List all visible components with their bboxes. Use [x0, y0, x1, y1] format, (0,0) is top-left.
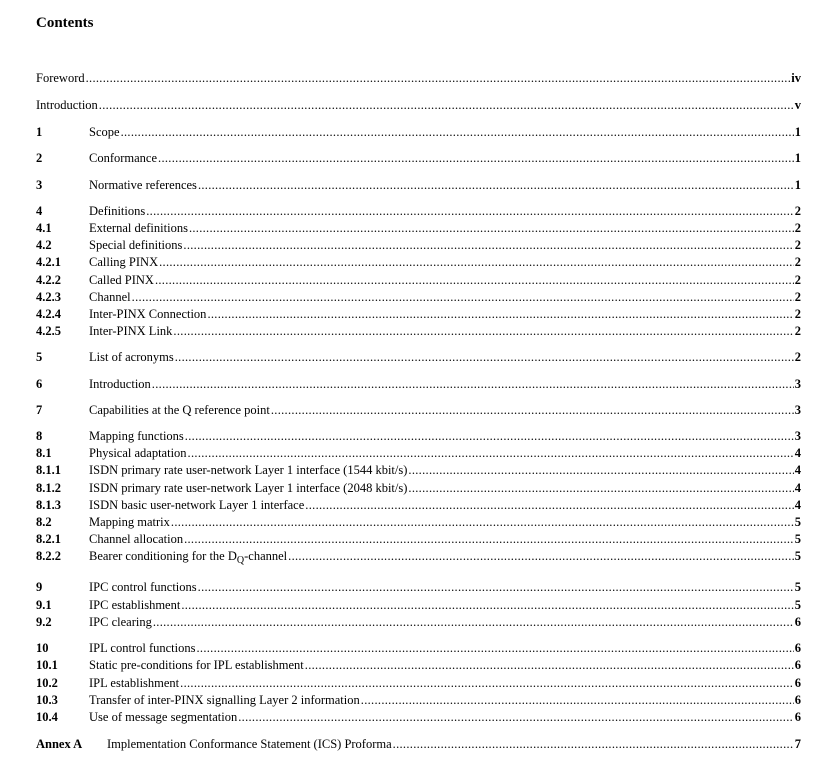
dot-leader	[146, 203, 794, 219]
toc-page-number: 6	[794, 641, 801, 655]
toc-label: Static pre-conditions for IPL establishment	[89, 658, 304, 672]
toc-number: 8.2.1	[36, 532, 61, 546]
toc-label: Called PINX	[89, 273, 154, 287]
toc-page-number: 4	[794, 481, 801, 495]
toc-page-number: 3	[794, 377, 801, 391]
toc-number: Annex A	[36, 737, 83, 751]
toc-number: 1	[36, 125, 43, 139]
toc-page-number: 2	[794, 204, 801, 218]
dot-leader	[132, 289, 794, 305]
toc-page-number: 2	[794, 290, 801, 304]
dot-leader	[305, 497, 793, 513]
toc-label-suffix: -channel	[244, 549, 288, 563]
toc-number: 10.2	[36, 676, 58, 690]
toc-page-number: 1	[794, 125, 801, 139]
toc-label: Channel allocation	[89, 532, 184, 546]
toc-number: 4	[36, 204, 43, 218]
toc-entry-8-1-1[interactable]	[36, 462, 801, 478]
toc-number: 4.2.1	[36, 255, 61, 269]
toc-entry-4-1[interactable]	[36, 220, 801, 236]
toc-label: IPL establishment	[89, 676, 180, 690]
toc-label: Normative references	[89, 178, 197, 192]
dot-leader	[86, 70, 791, 86]
toc-entry-4[interactable]	[36, 203, 801, 219]
toc-label: Physical adaptation	[89, 446, 187, 460]
toc-entry-10-1[interactable]	[36, 657, 801, 673]
toc-label: External definitions	[89, 221, 188, 235]
toc-page-number: 6	[794, 658, 801, 672]
toc-number: 4.2.2	[36, 273, 61, 287]
toc-entry-8-1-3[interactable]	[36, 497, 801, 513]
toc-page-number: iv	[791, 71, 801, 85]
dot-leader	[183, 237, 793, 253]
dot-leader	[288, 548, 794, 564]
toc-label: Introduction	[89, 377, 151, 391]
dot-leader	[185, 428, 794, 444]
toc-page-number: 4	[794, 463, 801, 477]
toc-entry-8-1[interactable]	[36, 445, 801, 461]
toc-label: ISDN basic user-network Layer 1 interface	[89, 498, 305, 512]
toc-number: 4.1	[36, 221, 52, 235]
toc-label: Conformance	[89, 151, 158, 165]
toc-number: 8.1.1	[36, 463, 61, 477]
dot-leader	[180, 675, 794, 691]
toc-page-number: 3	[794, 429, 801, 443]
dot-leader	[99, 97, 794, 113]
dot-leader	[175, 349, 794, 365]
dot-leader	[271, 402, 794, 418]
toc-entry-10-2[interactable]	[36, 675, 801, 691]
toc-number: 8	[36, 429, 43, 443]
toc-entry-4-2-4[interactable]	[36, 306, 801, 322]
dot-leader	[361, 692, 794, 708]
toc-number: 9.1	[36, 598, 52, 612]
toc-entry-9-1[interactable]	[36, 597, 801, 613]
dot-leader	[196, 640, 793, 656]
toc-label: Foreword	[36, 71, 85, 85]
dot-leader	[189, 220, 794, 236]
toc-page-number: 4	[794, 498, 801, 512]
toc-entry-4-2[interactable]	[36, 237, 801, 253]
toc-label: Introduction	[36, 98, 98, 112]
toc-number: 4.2	[36, 238, 52, 252]
toc-page-number: 6	[794, 710, 801, 724]
toc-label-subscript: Q	[236, 555, 245, 566]
toc-number: 2	[36, 151, 43, 165]
toc-entry-4-2-5[interactable]	[36, 323, 801, 339]
toc-label: Special definitions	[89, 238, 183, 252]
page-title: Contents	[36, 15, 94, 31]
toc-entry-1[interactable]	[36, 124, 801, 140]
toc-page-number: 2	[794, 255, 801, 269]
toc-page-number: 6	[794, 676, 801, 690]
toc-page-number: 2	[794, 238, 801, 252]
toc-number: 9	[36, 580, 43, 594]
toc-label: Mapping matrix	[89, 515, 170, 529]
toc-label	[89, 548, 288, 564]
toc-entry-4-2-3[interactable]	[36, 289, 801, 305]
toc-page-number: 2	[794, 221, 801, 235]
toc-page-number: 7	[794, 737, 801, 751]
toc-number: 9.2	[36, 615, 52, 629]
toc-number: 7	[36, 403, 43, 417]
dot-leader	[158, 150, 794, 166]
toc-entry-5[interactable]	[36, 349, 801, 365]
toc-label: Definitions	[89, 204, 146, 218]
toc-label: Inter-PINX Link	[89, 324, 173, 338]
toc-number: 10	[36, 641, 49, 655]
toc-number: 8.1.3	[36, 498, 61, 512]
dot-leader	[155, 272, 794, 288]
toc-page-number: 1	[794, 151, 801, 165]
toc-label: Channel	[89, 290, 131, 304]
toc-label: Calling PINX	[89, 255, 159, 269]
toc-label: IPC clearing	[89, 615, 152, 629]
toc-label: Implementation Conformance Statement (ICS) Proforma	[107, 737, 392, 751]
toc-label: Inter-PINX Connection	[89, 307, 207, 321]
toc-entry-4-2-2[interactable]	[36, 272, 801, 288]
toc-entry-8-2-1[interactable]	[36, 531, 801, 547]
toc-entry-8-2[interactable]	[36, 514, 801, 530]
toc-entry-9[interactable]	[36, 579, 801, 595]
toc-number: 10.1	[36, 658, 58, 672]
toc-page-number: 2	[794, 324, 801, 338]
toc-entry-7[interactable]	[36, 402, 801, 418]
toc-number: 4.2.3	[36, 290, 61, 304]
toc-label: List of acronyms	[89, 350, 174, 364]
toc-label: ISDN primary rate user-network Layer 1 interface (2048 kbit/s)	[89, 481, 408, 495]
toc-label: IPL control functions	[89, 641, 196, 655]
dot-leader	[305, 657, 794, 673]
toc-page-number: 6	[794, 615, 801, 629]
dot-leader	[159, 254, 794, 270]
toc-number: 5	[36, 350, 43, 364]
toc-entry-2[interactable]	[36, 150, 801, 166]
toc-page-number: 5	[794, 532, 801, 546]
toc-number: 8.1	[36, 446, 52, 460]
toc-number: 4.2.4	[36, 307, 61, 321]
toc-label: IPC establishment	[89, 598, 181, 612]
toc-entry-9-2[interactable]	[36, 614, 801, 630]
toc-label: Mapping functions	[89, 429, 184, 443]
toc-label: Scope	[89, 125, 120, 139]
toc-page-number: 5	[794, 580, 801, 594]
toc-page-number: 2	[794, 273, 801, 287]
toc-label-text: Bearer conditioning for the D	[89, 549, 237, 563]
dot-leader	[198, 177, 794, 193]
dot-leader	[153, 614, 794, 630]
dot-leader	[198, 579, 794, 595]
toc-label: IPC control functions	[89, 580, 197, 594]
dot-leader	[408, 480, 793, 496]
toc-entry-introduction[interactable]	[36, 97, 801, 113]
toc-label: Use of message segmentation	[89, 710, 238, 724]
toc-page-number: 2	[794, 350, 801, 364]
toc-number: 8.2	[36, 515, 52, 529]
toc-page-number: 5	[794, 549, 801, 563]
dot-leader	[121, 124, 794, 140]
dot-leader	[408, 462, 793, 478]
dot-leader	[152, 376, 794, 392]
toc-page-number: 5	[794, 515, 801, 529]
dot-leader	[188, 445, 794, 461]
toc-entry-8-2-2[interactable]	[36, 548, 801, 564]
toc-number: 10.3	[36, 693, 58, 707]
dot-leader	[238, 709, 794, 725]
dot-leader	[207, 306, 793, 322]
toc-entry-8-1-2[interactable]	[36, 480, 801, 496]
toc-number: 6	[36, 377, 43, 391]
toc-page-number: v	[794, 98, 801, 112]
toc-entry-10-4[interactable]	[36, 709, 801, 725]
toc-page-number: 5	[794, 598, 801, 612]
toc-entry-3[interactable]	[36, 177, 801, 193]
toc-entry-4-2-1[interactable]	[36, 254, 801, 270]
toc-number: 3	[36, 178, 43, 192]
toc-entry-10[interactable]	[36, 640, 801, 656]
toc-entry-annex-a[interactable]	[36, 736, 801, 752]
dot-leader	[184, 531, 794, 547]
toc-number: 4.2.5	[36, 324, 61, 338]
toc-label: Transfer of inter-PINX signalling Layer 2 information	[89, 693, 360, 707]
dot-leader	[173, 323, 793, 339]
toc-page-number: 2	[794, 307, 801, 321]
dot-leader	[171, 514, 794, 530]
toc-page-number: 3	[794, 403, 801, 417]
toc-number: 10.4	[36, 710, 58, 724]
dot-leader	[393, 736, 794, 752]
toc-page-number: 1	[794, 178, 801, 192]
toc-entry-6[interactable]	[36, 376, 801, 392]
toc-label: Capabilities at the Q reference point	[89, 403, 270, 417]
toc-entry-foreword[interactable]	[36, 70, 801, 86]
toc-number: 8.1.2	[36, 481, 61, 495]
toc-entry-8[interactable]	[36, 428, 801, 444]
toc-label: ISDN primary rate user-network Layer 1 interface (1544 kbit/s)	[89, 463, 408, 477]
dot-leader	[181, 597, 793, 613]
toc-page-number: 6	[794, 693, 801, 707]
toc-page-number: 4	[794, 446, 801, 460]
toc-entry-10-3[interactable]	[36, 692, 801, 708]
toc-number: 8.2.2	[36, 549, 61, 563]
